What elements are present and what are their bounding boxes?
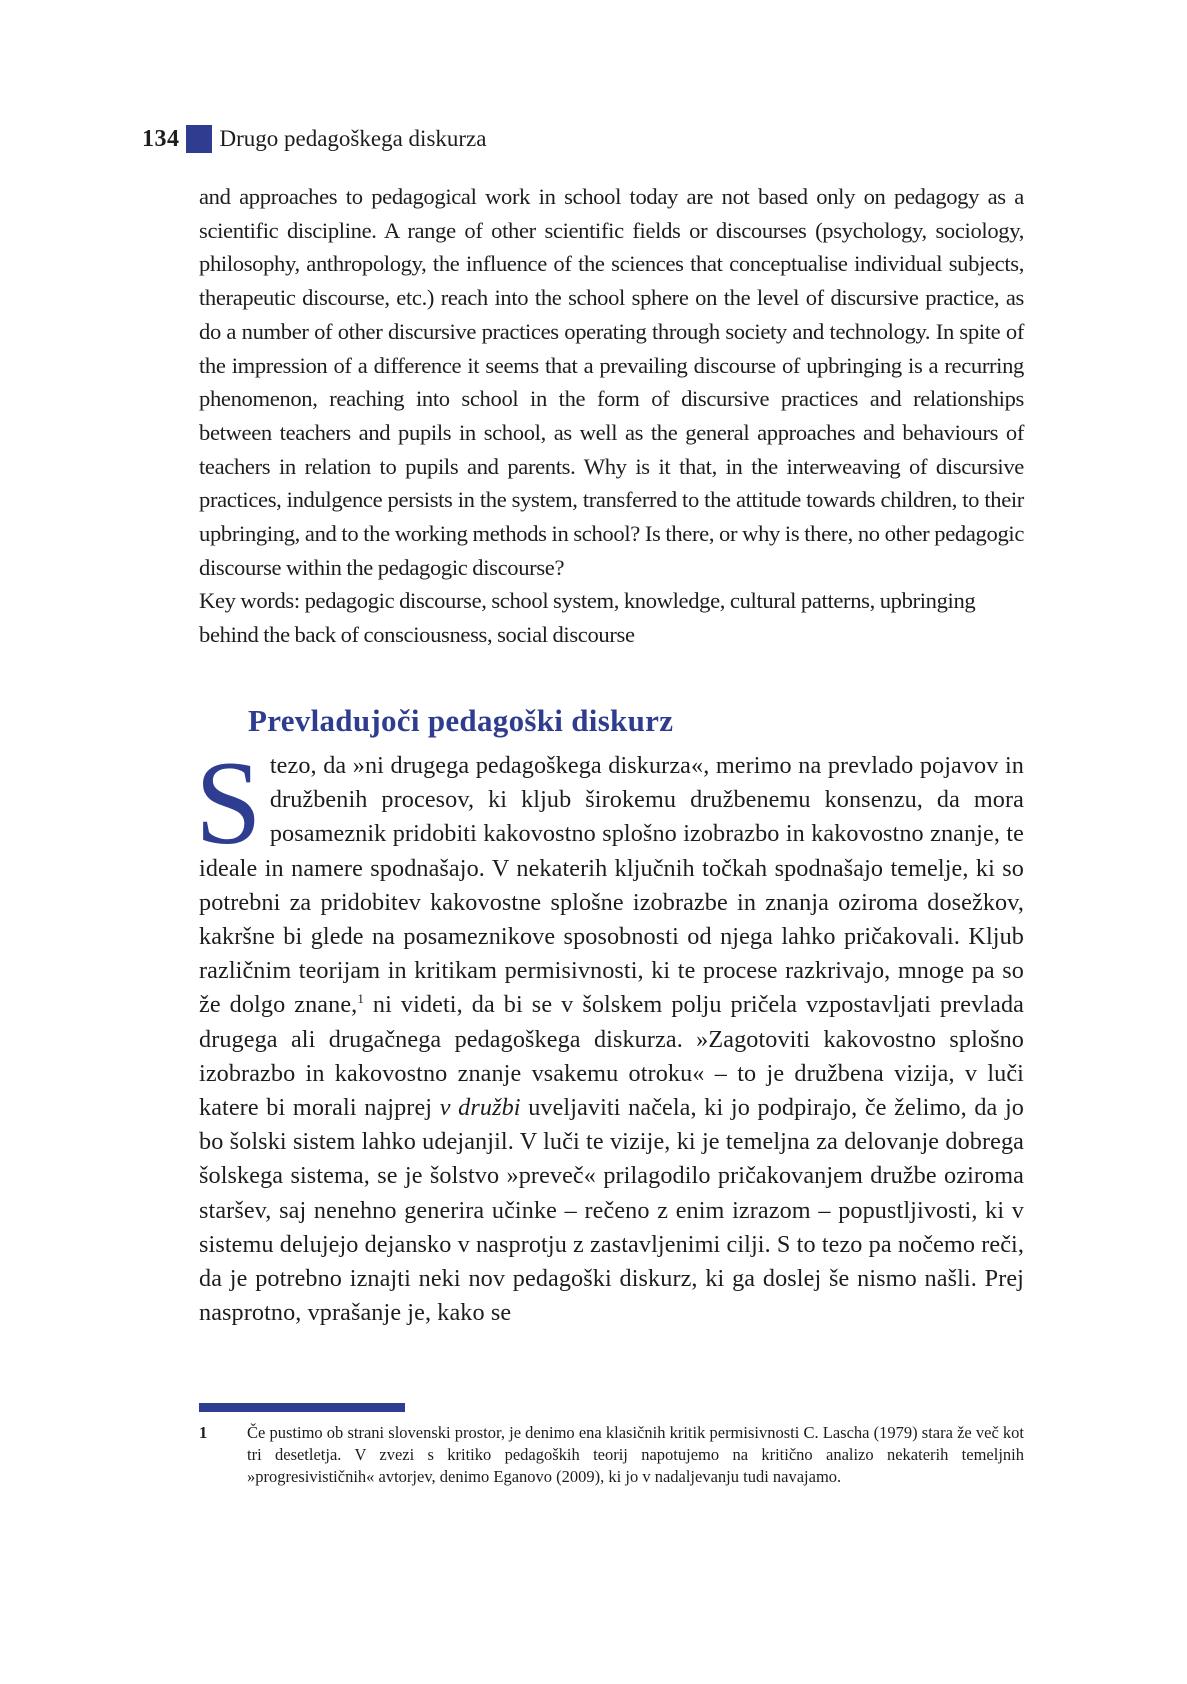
accent-square-icon [186,125,212,153]
body-text-part3: uveljaviti načela, ki jo podpirajo, če želimo, da jo bo šolski sistem lahko udejanjil. V luči te vizije, ki je temeljna za delovanje dobrega šolskega sistema, se je šolstvo »preveč« prilagodilo pričakovanjem družbe oziroma staršev, saj nenehno generira učinke – rečeno z enim izrazom – popustljivosti, ki v sistemu delujejo dejansko v nasprotju z zastavljenimi cilji. S to tezo pa nočemo reči, da je potrebno iznajti neki nov pedagoški diskurz, ki ga doslej še nismo našli. Prej nasprotno, vprašanje je, kako se [199,1094,1024,1327]
body-paragraph [195,736,1024,1330]
body-text-italic: v družbi [439,1094,521,1122]
footnote-divider [199,1403,405,1412]
page-number: 134 [142,125,180,152]
body-text-part1: tezo, da »ni drugega pedagoškega diskurza«, merimo na prevlado pojavov in družbenih procesov, ki kljub širokemu družbenemu konsenzu, da mora posameznik pridobiti kakovostno splošno izobrazbo in kakovostno znanje, te ideale in namere spodnašajo. V nekaterih ključnih točkah spodnašajo temelje, ki so potrebni za pridobitev kakovostne splošne izobrazbe in znanja oziroma dosežkov, kakršne bi glede na posameznikove sposobnosti od njega lahko pričakovali. Kljub različnim teorijam in kritikam permisivnosti, ki te procese razkrivajo, mnoge pa so že dolgo znane, [199,752,1024,1019]
abstract-block [199,180,1024,652]
running-section-title: Drugo pedagoškega diskurza [219,126,487,151]
footnote [199,1422,1024,1488]
abstract-text: and approaches to pedagogical work in school today are not based only on pedagogy as a scientific discipline. A range of other scientific fields or discourses (psychology, sociology, philosophy, anthropology, the influence of the sciences that conceptualise individual subjects, therapeutic discourse, etc.) reach into the school sphere on the level of discursive practice, as do a number of other discursive practices operating through society and technology. In spite of the impression of a difference it seems that a prevailing discourse of upbringing is a recurring phenomenon, reaching into school in the form of discursive practices and relationships between teachers and pupils in school, as well as the general approaches and behaviours of teachers in relation to pupils and parents. Why is it that, in the interweaving of discursive practices, indulgence persists in the system, transferred to the attitude towards children, to their upbringing, and to the working methods in school? Is there, or why is there, no other pedagogic discourse within the pedagogic discourse? [199,184,1024,580]
running-head [142,122,486,156]
footnote-number: 1 [199,1423,208,1442]
body-text-part2: ni videti, da bi se v šolskem polju pričela vzpostavljati prevlada drugega ali drugačnega pedagoškega diskurza. »Zagotoviti kakovostno splošno izobrazbo in kakovostno znanje vsakemu otroku« – to je družbena vizija, v luči katere bi morali najprej [199,991,1024,1122]
section-heading: Prevladujoči pedagoški diskurz [248,703,674,738]
body-text [195,736,1024,1330]
drop-cap: S [195,736,262,869]
abstract-keywords: Key words: pedagogic discourse, school system, knowledge, cultural patterns, upbringing behind the back of consciousness, social discourse [199,588,976,648]
footnote-reference[interactable]: 1 [357,991,364,1007]
footnote-text: Če pustimo ob strani slovenski prostor, je denimo ena klasičnih kritik permisivnosti C. Lascha (1979) stara že več kot tri desetletja. V zvezi s kritiko pedagoških teorij napotujemo na kritično analizo nekaterih temeljnih »progresivističnih« avtorjev, denimo Eganovo (2009), ki jo v nadaljevanju tudi navajamo. [247,1423,1024,1486]
